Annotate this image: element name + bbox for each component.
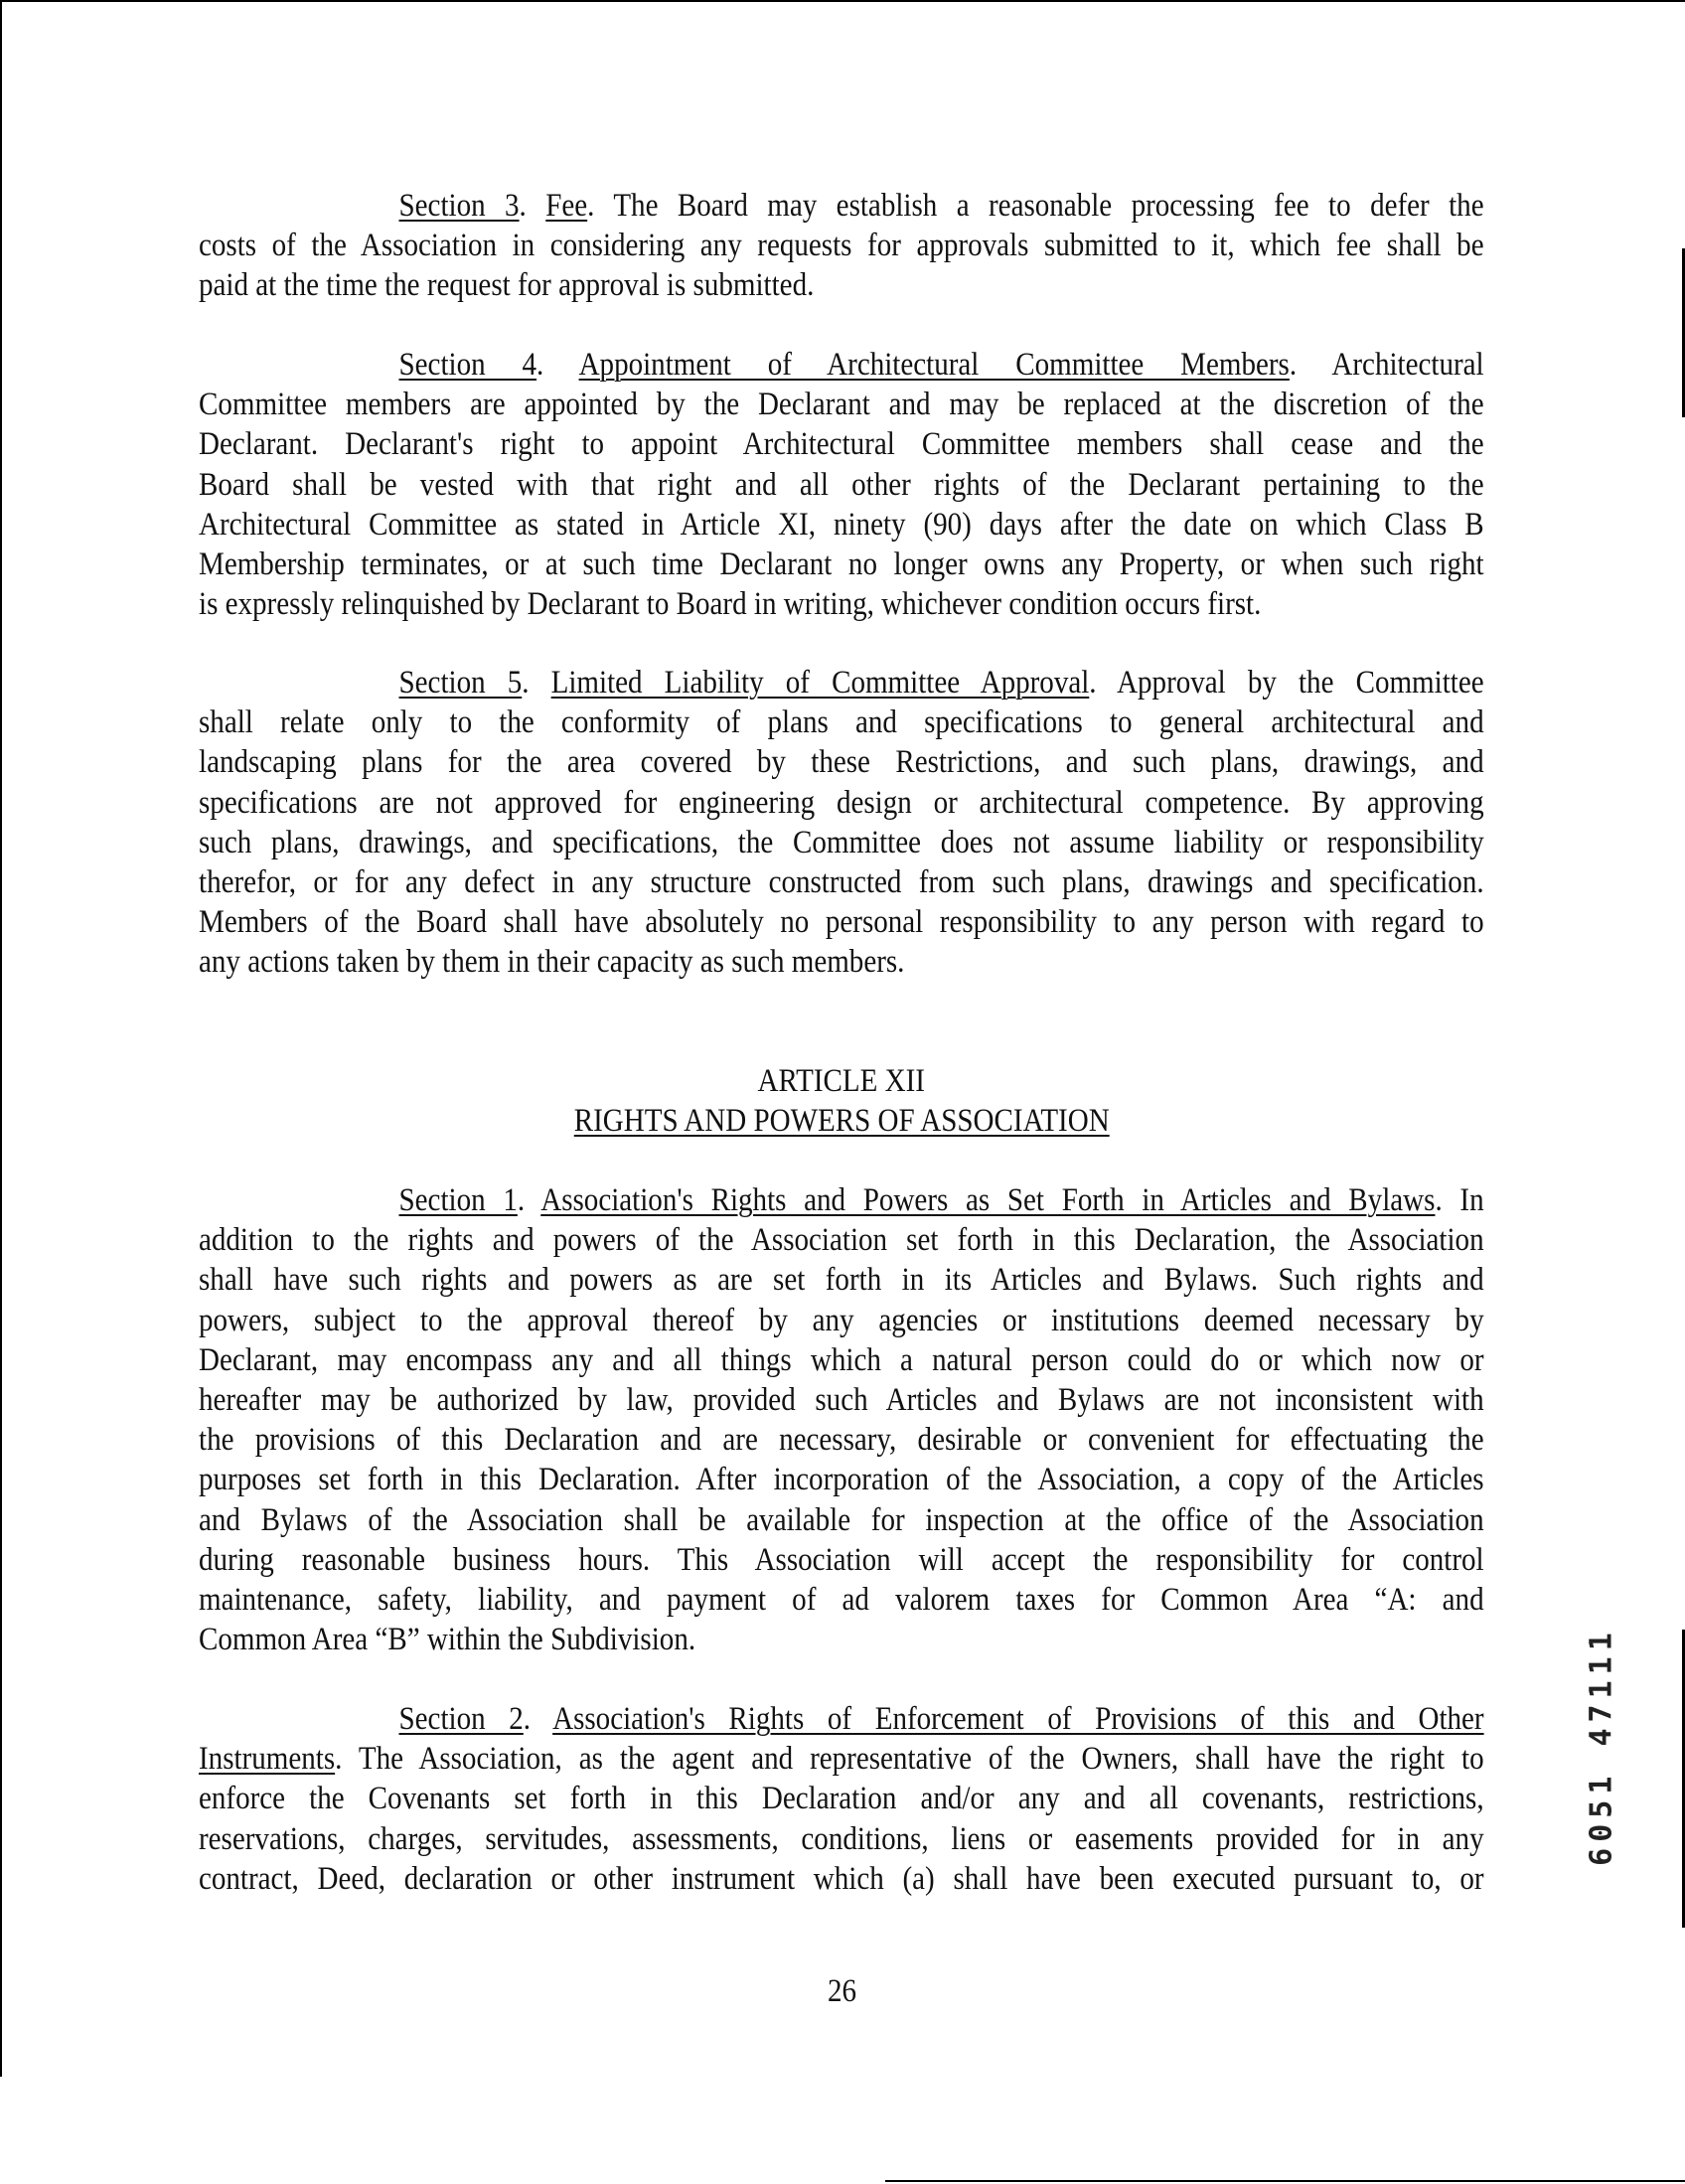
body-text: Declarant. Declarant's right to appoint Architectural Committee members shall cease and the (199, 426, 1484, 463)
body-text: shall have such rights and powers as are set forth in its Articles and Bylaws. Such rights and (199, 1262, 1484, 1299)
text-line (199, 226, 1484, 265)
body-text: reservations, charges, servitudes, assessments, conditions, liens or easements provided for in any (199, 1820, 1484, 1857)
text-line (199, 505, 1484, 545)
body-text: during reasonable business hours. This Association will accept the responsibility for control (199, 1541, 1484, 1578)
text-line (199, 783, 1484, 823)
body-text: . (536, 347, 579, 383)
body-text: costs of the Association in considering any requests for approvals submitted to it, which fee shall be (199, 228, 1484, 264)
body-text: . (523, 1701, 553, 1737)
text-line (199, 1500, 1484, 1540)
body-text: addition to the rights and powers of the Association set forth in this Declaration, the Association (199, 1222, 1484, 1259)
body-text: . Architectural (1289, 347, 1484, 383)
underlined-heading-text: Section 5 (398, 665, 523, 701)
scan-border-bottom (885, 2180, 1685, 2182)
section-4-appointment (199, 345, 1484, 624)
underlined-heading-text: Section 4 (398, 347, 537, 383)
body-text: . The Board may establish a reasonable processing fee to defer the (587, 188, 1484, 224)
underlined-heading-text: Association's Rights and Powers as Set Forth in Articles and Bylaws (540, 1182, 1436, 1218)
page-number-row (199, 1971, 1484, 2011)
article-xii-section-2 (199, 1699, 1484, 1899)
text-line (199, 345, 1484, 385)
body-text: . Approval by the Committee (1089, 665, 1484, 701)
underlined-heading-text: Section 1 (398, 1182, 518, 1218)
text-line (199, 1779, 1484, 1818)
body-text: therefor, or for any defect in any structure constructed from such plans, drawings and specification. (199, 863, 1484, 900)
body-text: contract, Deed, declaration or other instrument which (a) shall have been executed pursuant to, or (199, 1860, 1484, 1897)
text-line (199, 1220, 1484, 1260)
article-number: ARTICLE XII (757, 1063, 926, 1099)
text-line (199, 1859, 1484, 1899)
article-xii-section-1 (199, 1180, 1484, 1659)
page-number: 26 (827, 1973, 856, 2009)
text-line (199, 545, 1484, 584)
body-text: . (522, 665, 551, 701)
text-line (199, 823, 1484, 862)
underlined-heading-text: Section 2 (398, 1701, 524, 1737)
text-line (199, 942, 1484, 982)
text-line (199, 663, 1484, 702)
text-line (199, 1460, 1484, 1499)
underlined-heading-text: Fee (545, 188, 588, 224)
text-line (199, 1620, 1484, 1659)
body-text: shall relate only to the conformity of plans and specifications to general architectural and (199, 704, 1484, 741)
section-3-fee (199, 186, 1484, 306)
text-line (199, 1340, 1484, 1380)
body-text: is expressly relinquished by Declarant to Board in writing, whichever condition occurs first. (199, 586, 1262, 623)
body-text: . The Association, as the agent and representative of the Owners, shall have the right to (335, 1741, 1484, 1778)
article-heading (199, 1061, 1484, 1101)
body-text: specifications are not approved for engineering design or architectural competence. By approving (199, 784, 1484, 821)
body-text: any actions taken by them in their capacity as such members. (199, 944, 905, 981)
body-text: Declarant, may encompass any and all things which a natural person could do or which now or (199, 1341, 1484, 1378)
body-text: Members of the Board shall have absolutely no personal responsibility to any person with regard to (199, 904, 1484, 941)
underlined-heading-text: Appointment of Architectural Committee Members (578, 347, 1290, 383)
section-5-limited-liability (199, 663, 1484, 983)
body-text: Committee members are appointed by the Declarant and may be replaced at the discretion of the (199, 387, 1484, 423)
text-line (199, 1180, 1484, 1220)
body-text: and Bylaws of the Association shall be available for inspection at the office of the Association (199, 1501, 1484, 1538)
body-text: hereafter may be authorized by law, provided such Articles and Bylaws are not inconsistent with (199, 1381, 1484, 1418)
body-text: enforce the Covenants set forth in this Declaration and/or any and all covenants, restrictions, (199, 1781, 1484, 1817)
body-text: purposes set forth in this Declaration. After incorporation of the Association, a copy of the Articles (199, 1462, 1484, 1498)
body-text: Board shall be vested with that right and all other rights of the Declarant pertaining to the (199, 466, 1484, 503)
text-line (199, 1301, 1484, 1340)
body-text: maintenance, safety, liability, and payment of ad valorem taxes for Common Area “A: and (199, 1581, 1484, 1618)
text-line (199, 1540, 1484, 1580)
text-line (199, 902, 1484, 942)
text-line (199, 186, 1484, 226)
text-line (199, 1819, 1484, 1859)
recording-stamp: 6051 47111 (1584, 1627, 1619, 1866)
body-text: . In (1435, 1182, 1484, 1218)
body-text: . (517, 1182, 541, 1218)
text-line (199, 1260, 1484, 1300)
underlined-heading-text: Association's Rights of Enforcement of Provisions of this and Other (552, 1701, 1484, 1737)
underlined-heading-text: Section 3 (398, 188, 520, 224)
body-text: Membership terminates, or at such time Declarant no longer owns any Property, or when such right (199, 546, 1484, 582)
text-line (199, 1580, 1484, 1620)
article-title: RIGHTS AND POWERS OF ASSOCIATION (573, 1103, 1110, 1139)
text-line (199, 424, 1484, 464)
text-line (199, 1380, 1484, 1420)
text-line (199, 385, 1484, 424)
text-line (199, 1420, 1484, 1460)
article-title-row (199, 1101, 1484, 1141)
body-text: . (519, 188, 546, 224)
body-text: the provisions of this Declaration and are necessary, desirable or convenient for effectuating the (199, 1422, 1484, 1459)
text-line (199, 465, 1484, 505)
text-line (199, 862, 1484, 902)
underlined-heading-text: Limited Liability of Committee Approval (550, 665, 1090, 701)
body-text: Architectural Committee as stated in Article XI, ninety (90) days after the date on which Class B (199, 506, 1484, 543)
body-text: powers, subject to the approval thereof by any agencies or institutions deemed necessary by (199, 1302, 1484, 1338)
body-text: Common Area “B” within the Subdivision. (199, 1622, 696, 1658)
body-text: landscaping plans for the area covered by these Restrictions, and such plans, drawings, and (199, 744, 1484, 781)
body-text: paid at the time the request for approval is submitted. (199, 267, 815, 304)
underlined-heading-text: Instruments (199, 1741, 336, 1778)
text-line (199, 1699, 1484, 1739)
scan-border-top (0, 0, 1685, 2)
text-line (199, 265, 1484, 305)
text-line (199, 584, 1484, 624)
body-text: such plans, drawings, and specifications, the Committee does not assume liability or responsibility (199, 824, 1484, 860)
text-line (199, 1739, 1484, 1779)
text-line (199, 702, 1484, 742)
text-line (199, 742, 1484, 782)
scan-border-left (0, 0, 2, 2077)
